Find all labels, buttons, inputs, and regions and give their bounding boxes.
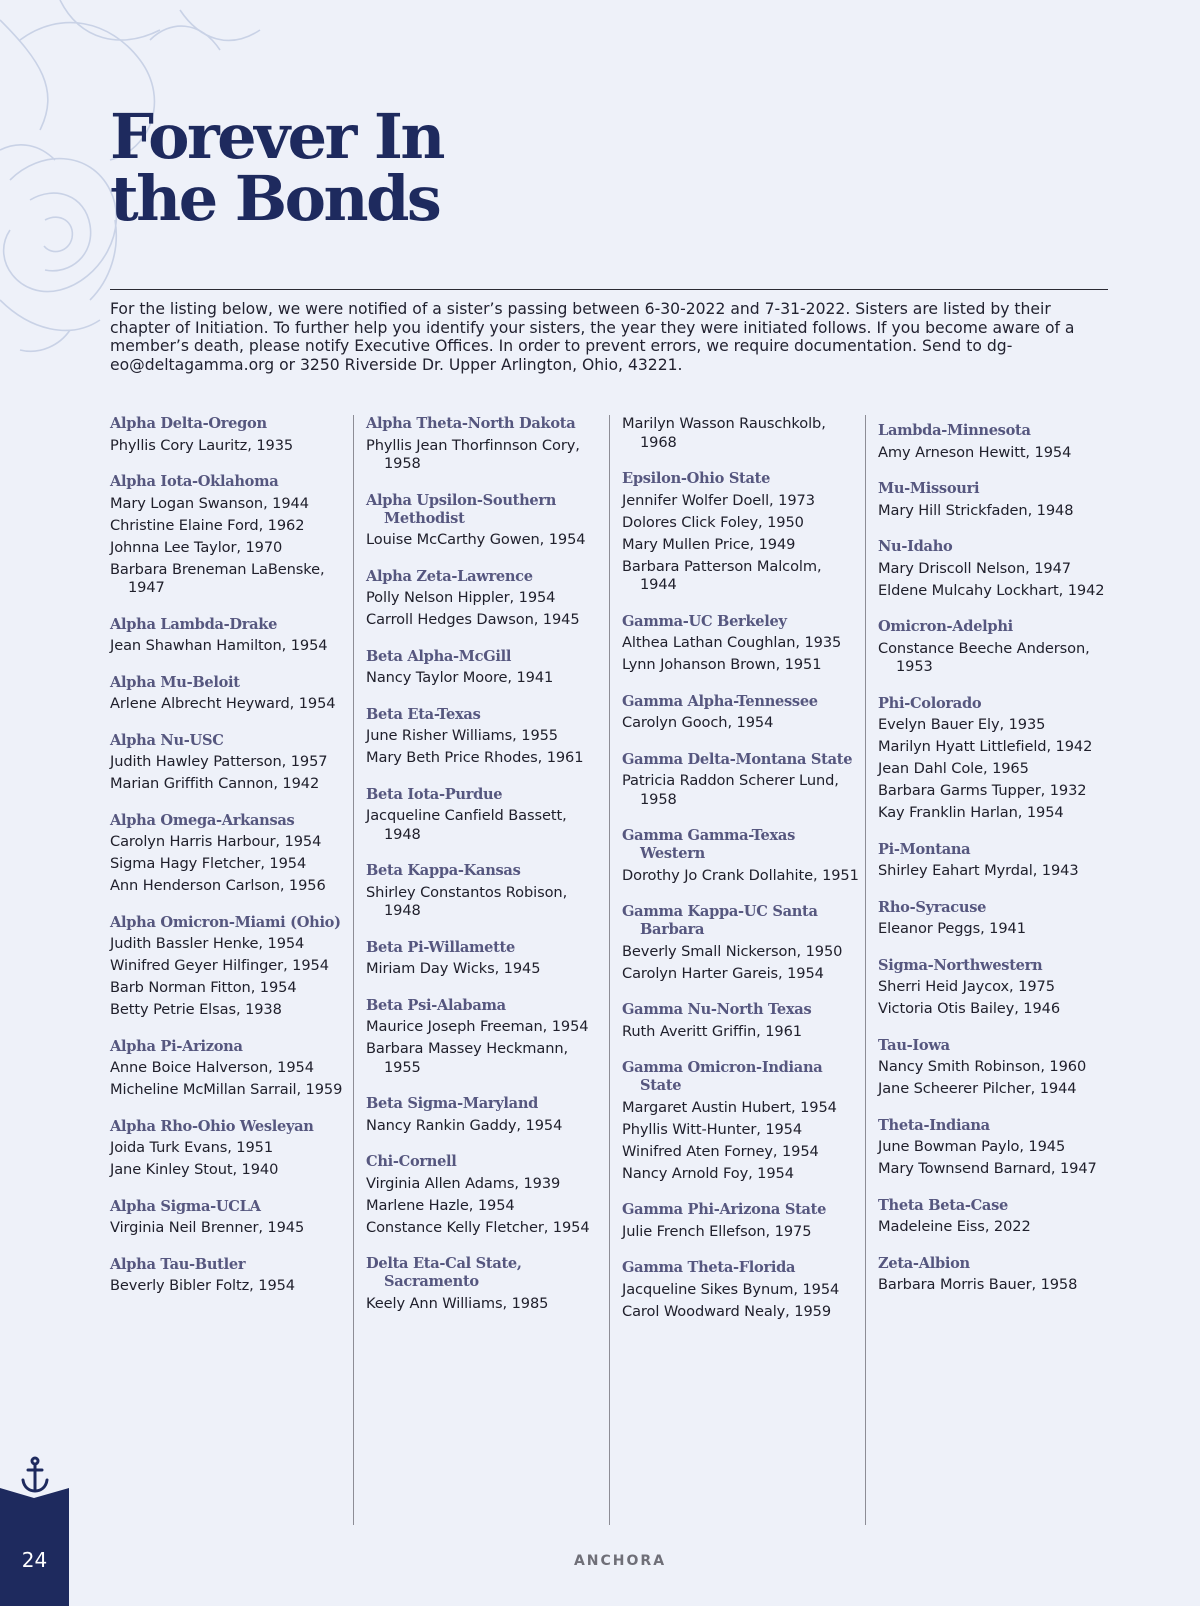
chapter-section xyxy=(110,812,350,896)
chapter-name: Alpha Mu-Beloit xyxy=(110,673,240,691)
member-entry: Judith Bassler Henke, 1954 xyxy=(110,935,305,952)
chapter-section xyxy=(366,648,606,688)
chapter-section xyxy=(878,1197,1118,1237)
member-entry: Nancy Rankin Gaddy, 1954 xyxy=(366,1116,563,1134)
member-entry: June Bowman Paylo, 1945 xyxy=(878,1138,1066,1155)
chapter-section xyxy=(622,827,862,885)
chapter-name: Gamma Nu-North Texas xyxy=(622,1001,812,1018)
member-entry: Constance Beeche Anderson, 1953 xyxy=(878,639,1090,675)
member-entry: Barbara Morris Bauer, 1958 xyxy=(878,1276,1078,1293)
member-entry: Jean Dahl Cole, 1965 xyxy=(878,760,1029,777)
chapter-section xyxy=(878,538,1118,600)
member-entry: Mary Logan Swanson, 1944 xyxy=(110,494,309,512)
member-entry: Keely Ann Williams, 1985 xyxy=(366,1294,549,1312)
chapter-section xyxy=(110,1198,350,1238)
member-entry: Sherri Heid Jaycox, 1975 xyxy=(878,978,1055,995)
chapter-name: Beta Sigma-Maryland xyxy=(366,1095,539,1112)
chapter-name: Mu-Missouri xyxy=(878,480,980,497)
member-entry: Barbara Massey Heckmann, 1955 xyxy=(366,1040,569,1076)
page-number: 24 xyxy=(21,1548,48,1572)
chapter-name: Beta Iota-Purdue xyxy=(366,785,503,803)
member-entry: Ann Henderson Carlson, 1956 xyxy=(110,877,326,894)
member-entry: Jean Shawhan Hamilton, 1954 xyxy=(110,637,328,654)
member-entry: Johnna Lee Taylor, 1970 xyxy=(110,538,283,556)
member-entry: Carolyn Harter Gareis, 1954 xyxy=(622,964,824,982)
chapter-name: Gamma Phi-Arizona State xyxy=(622,1201,827,1218)
column-divider xyxy=(609,415,610,1525)
chapter-name: Alpha Rho-Ohio Wesleyan xyxy=(110,1117,314,1135)
column-divider xyxy=(353,415,354,1525)
member-entry: June Risher Williams, 1955 xyxy=(366,727,558,744)
chapter-section xyxy=(110,473,350,598)
member-entry: Dolores Click Foley, 1950 xyxy=(622,513,804,531)
member-entry: Phyllis Cory Lauritz, 1935 xyxy=(110,436,294,454)
chapter-name: Alpha Theta-North Dakota xyxy=(366,415,576,432)
member-entry: Nancy Taylor Moore, 1941 xyxy=(366,669,554,686)
title-line-2: the Bonds xyxy=(110,162,440,235)
member-entry: Patricia Raddon Scherer Lund, 1958 xyxy=(622,772,839,808)
member-entry: Virginia Allen Adams, 1939 xyxy=(366,1174,561,1192)
member-entry: Mary Townsend Barnard, 1947 xyxy=(878,1160,1097,1177)
chapter-name: Gamma Kappa-UC Santa Barbara xyxy=(622,903,818,938)
member-entry: Micheline McMillan Sarrail, 1959 xyxy=(110,1081,343,1098)
member-entry: Victoria Otis Bailey, 1946 xyxy=(878,1000,1061,1017)
chapter-name: Beta Pi-Willamette xyxy=(366,938,515,956)
member-entry: Carolyn Harris Harbour, 1954 xyxy=(110,833,322,850)
chapter-section xyxy=(366,415,606,474)
chapter-name: Beta Eta-Texas xyxy=(366,705,481,723)
chapter-name: Alpha Iota-Oklahoma xyxy=(110,473,279,490)
obituary-columns xyxy=(110,415,1110,1525)
chapter-section xyxy=(366,492,606,550)
member-entry: Madeleine Eiss, 2022 xyxy=(878,1218,1031,1235)
chapter-section xyxy=(366,706,606,768)
member-entry: Carolyn Gooch, 1954 xyxy=(622,714,774,731)
page-title xyxy=(110,100,443,235)
chapter-section xyxy=(622,613,862,675)
member-entry: Polly Nelson Hippler, 1954 xyxy=(366,589,556,606)
member-entry: Phyllis Witt-Hunter, 1954 xyxy=(622,1120,803,1138)
chapter-section xyxy=(878,957,1118,1019)
chapter-section xyxy=(110,415,350,455)
member-entry: Nancy Smith Robinson, 1960 xyxy=(878,1058,1087,1075)
chapter-name: Alpha Lambda-Drake xyxy=(110,615,278,633)
chapter-section xyxy=(622,1059,862,1183)
member-entry: Marlene Hazle, 1954 xyxy=(366,1196,515,1214)
chapter-section xyxy=(878,841,1118,881)
member-entry: Jacqueline Canfield Bassett, 1948 xyxy=(366,807,567,843)
chapter-section xyxy=(622,470,862,595)
member-entry: Winifred Geyer Hilfinger, 1954 xyxy=(110,957,329,974)
chapter-name: Omicron-Adelphi xyxy=(878,618,1013,635)
chapter-section xyxy=(110,616,350,656)
chapter-section xyxy=(622,1259,862,1321)
chapter-name: Alpha Omega-Arkansas xyxy=(110,811,295,829)
chapter-section xyxy=(622,751,862,810)
chapter-name: Epsilon-Ohio State xyxy=(622,470,771,487)
column-2 xyxy=(366,415,606,1331)
member-entry: Shirley Constantos Robison, 1948 xyxy=(366,883,568,919)
chapter-name: Gamma Delta-Montana State xyxy=(622,750,853,768)
chapter-section xyxy=(366,786,606,845)
member-entry: Eldene Mulcahy Lockhart, 1942 xyxy=(878,581,1105,599)
member-entry: Anne Boice Halverson, 1954 xyxy=(110,1059,314,1076)
chapter-name: Delta Eta-Cal State, Sacramento xyxy=(366,1255,522,1290)
chapter-name: Theta-Indiana xyxy=(878,1116,990,1134)
chapter-name: Phi-Colorado xyxy=(878,694,982,712)
member-entry: Miriam Day Wicks, 1945 xyxy=(366,960,541,977)
chapter-name: Rho-Syracuse xyxy=(878,898,987,916)
chapter-name: Alpha Pi-Arizona xyxy=(110,1037,243,1055)
member-entry: Evelyn Bauer Ely, 1935 xyxy=(878,716,1046,733)
member-entry: Carol Woodward Nealy, 1959 xyxy=(622,1302,832,1320)
member-entry: Maurice Joseph Freeman, 1954 xyxy=(366,1018,589,1035)
member-entry: Mary Hill Strickfaden, 1948 xyxy=(878,501,1074,519)
member-entry: Nancy Arnold Foy, 1954 xyxy=(622,1164,794,1182)
chapter-name: Alpha Omicron-Miami (Ohio) xyxy=(110,913,341,931)
column-1 xyxy=(110,415,350,1314)
member-entry: Virginia Neil Brenner, 1945 xyxy=(110,1219,305,1236)
member-entry: Jane Scheerer Pilcher, 1944 xyxy=(878,1080,1077,1097)
chapter-name: Alpha Delta-Oregon xyxy=(110,415,267,432)
chapter-name: Nu-Idaho xyxy=(878,538,953,555)
member-entry: Amy Arneson Hewitt, 1954 xyxy=(878,443,1072,461)
chapter-name: Gamma Gamma-Texas Western xyxy=(622,827,795,862)
column-3 xyxy=(622,415,862,1339)
member-entry: Mary Driscoll Nelson, 1947 xyxy=(878,559,1071,577)
member-entry: Marian Griffith Cannon, 1942 xyxy=(110,775,320,792)
column-divider xyxy=(865,415,866,1525)
chapter-section xyxy=(366,1153,606,1237)
member-entry: Dorothy Jo Crank Dollahite, 1951 xyxy=(622,866,859,884)
member-entry: Eleanor Peggs, 1941 xyxy=(878,920,1026,937)
member-entry: Barb Norman Fitton, 1954 xyxy=(110,979,297,996)
chapter-section xyxy=(878,1117,1118,1179)
chapter-section xyxy=(878,618,1118,677)
member-entry: Jacqueline Sikes Bynum, 1954 xyxy=(622,1280,840,1298)
member-entry: Arlene Albrecht Heyward, 1954 xyxy=(110,695,336,712)
chapter-section xyxy=(110,1038,350,1100)
member-entry: Ruth Averitt Griffin, 1961 xyxy=(622,1022,802,1040)
member-entry: Mary Beth Price Rhodes, 1961 xyxy=(366,749,584,766)
member-entry: Christine Elaine Ford, 1962 xyxy=(110,516,305,534)
chapter-section xyxy=(622,1201,862,1241)
chapter-name: Beta Kappa-Kansas xyxy=(366,862,521,879)
chapter-section xyxy=(622,903,862,983)
chapter-section xyxy=(878,899,1118,939)
chapter-name: Pi-Montana xyxy=(878,840,971,858)
chapter-section xyxy=(878,1255,1118,1295)
chapter-section xyxy=(366,939,606,979)
title-divider xyxy=(110,289,1108,290)
member-entry: Sigma Hagy Fletcher, 1954 xyxy=(110,855,307,872)
chapter-name: Alpha Sigma-UCLA xyxy=(110,1197,261,1215)
chapter-section xyxy=(366,997,606,1078)
chapter-section xyxy=(878,422,1118,462)
chapter-name: Beta Alpha-McGill xyxy=(366,647,512,665)
chapter-name: Gamma Alpha-Tennessee xyxy=(622,692,818,710)
chapter-section xyxy=(110,1256,350,1296)
chapter-name: Gamma-UC Berkeley xyxy=(622,612,787,630)
member-entry: Joida Turk Evans, 1951 xyxy=(110,1139,274,1156)
member-entry: Jane Kinley Stout, 1940 xyxy=(110,1161,279,1178)
chapter-section xyxy=(366,1095,606,1135)
member-entry: Margaret Austin Hubert, 1954 xyxy=(622,1098,837,1116)
chapter-name: Chi-Cornell xyxy=(366,1153,457,1170)
chapter-section xyxy=(878,480,1118,520)
chapter-section xyxy=(366,1255,606,1313)
member-entry: Jennifer Wolfer Doell, 1973 xyxy=(622,491,815,509)
chapter-section xyxy=(878,695,1118,823)
member-entry: Beverly Small Nickerson, 1950 xyxy=(622,942,843,960)
chapter-section xyxy=(366,862,606,921)
chapter-section xyxy=(622,415,862,452)
chapter-name: Theta Beta-Case xyxy=(878,1196,1008,1214)
chapter-section xyxy=(366,568,606,630)
member-entry: Beverly Bibler Foltz, 1954 xyxy=(110,1277,295,1294)
title-line-1: Forever In xyxy=(110,100,443,173)
member-entry: Julie French Ellefson, 1975 xyxy=(622,1222,812,1240)
chapter-name: Zeta-Albion xyxy=(878,1254,970,1272)
member-entry: Carroll Hedges Dawson, 1945 xyxy=(366,611,580,628)
chapter-section xyxy=(878,1037,1118,1099)
chapter-name: Alpha Tau-Butler xyxy=(110,1255,246,1273)
member-entry: Louise McCarthy Gowen, 1954 xyxy=(366,531,586,548)
member-entry: Mary Mullen Price, 1949 xyxy=(622,535,796,553)
chapter-name: Beta Psi-Alabama xyxy=(366,996,506,1014)
chapter-section xyxy=(110,732,350,794)
member-entry: Barbara Patterson Malcolm, 1944 xyxy=(622,557,822,593)
tab-notch xyxy=(0,1488,69,1500)
member-entry: Marilyn Hyatt Littlefield, 1942 xyxy=(878,738,1093,755)
intro-paragraph: For the listing below, we were notified of a sister’s passing between 6-30-2022 and 7-31-2022. Sisters are listed by their chapter of Initiation. To further help you identify your sisters, the year they were initiated follows. If you become aware of a member’s death, please notify Executive Offices. In order to prevent errors, we require documentation. Send to dg-eo@deltagamma.org or 3250 Riverside Dr. Upper Arlington, Ohio, 43221. xyxy=(110,300,1075,374)
member-entry: Judith Hawley Patterson, 1957 xyxy=(110,753,328,770)
chapter-name: Gamma Omicron-Indiana State xyxy=(622,1059,823,1094)
member-entry: Lynn Johanson Brown, 1951 xyxy=(622,656,822,673)
member-entry: Phyllis Jean Thorfinnson Cory, 1958 xyxy=(366,436,580,472)
magazine-name: ANCHORA xyxy=(573,1553,667,1569)
chapter-section xyxy=(110,1118,350,1180)
chapter-name: Alpha Nu-USC xyxy=(110,731,224,749)
member-entry: Barbara Breneman LaBenske, 1947 xyxy=(110,560,325,596)
chapter-section xyxy=(110,914,350,1020)
member-entry: Marilyn Wasson Rauschkolb, 1968 xyxy=(622,415,826,451)
chapter-name: Alpha Zeta-Lawrence xyxy=(366,567,533,585)
member-entry: Kay Franklin Harlan, 1954 xyxy=(878,804,1064,821)
member-entry: Constance Kelly Fletcher, 1954 xyxy=(366,1218,590,1236)
chapter-name: Gamma Theta-Florida xyxy=(622,1259,796,1276)
chapter-name: Sigma-Northwestern xyxy=(878,956,1043,974)
chapter-section xyxy=(110,674,350,714)
column-4 xyxy=(878,422,1118,1313)
chapter-section xyxy=(622,693,862,733)
member-entry: Betty Petrie Elsas, 1938 xyxy=(110,1001,282,1018)
chapter-name: Alpha Upsilon-Southern Methodist xyxy=(366,491,557,527)
chapter-name: Tau-Iowa xyxy=(878,1036,950,1054)
member-entry: Althea Lathan Coughlan, 1935 xyxy=(622,634,842,651)
member-entry: Barbara Garms Tupper, 1932 xyxy=(878,782,1087,799)
chapter-name: Lambda-Minnesota xyxy=(878,422,1031,439)
chapter-section xyxy=(622,1001,862,1041)
member-entry: Winifred Aten Forney, 1954 xyxy=(622,1142,819,1160)
member-entry: Shirley Eahart Myrdal, 1943 xyxy=(878,862,1079,879)
